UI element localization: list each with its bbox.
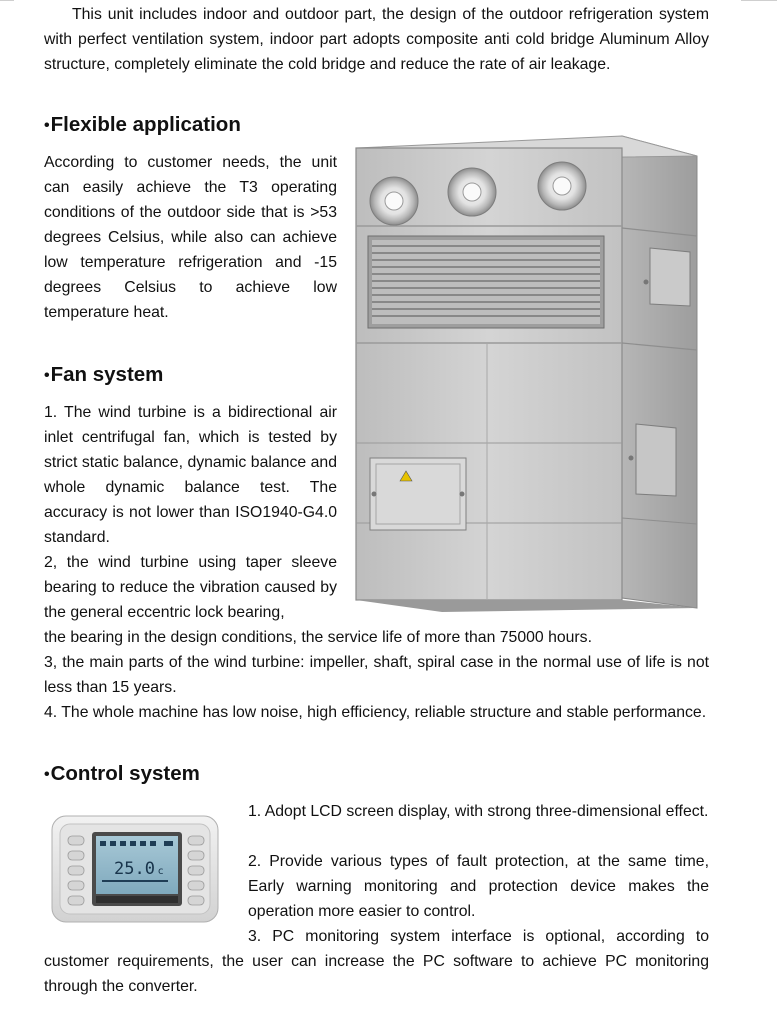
fan-item-2b: the bearing in the design conditions, the service life of more than 75000 hours. xyxy=(44,629,592,646)
flexible-paragraph: According to customer needs, the unit can easily achieve the T3 operating conditions of the outdoor side that is >53 degrees Celsius, while also can achieve low temperature refrigeration and -15 degrees Celsius to achieve low temperature heat. xyxy=(44,154,337,321)
control-heading xyxy=(44,761,200,788)
intro-paragraph: This unit includes indoor and outdoor part, the design of the outdoor refrigeration system with perfect ventilation system, indoor part adopts composite anti cold bridge Aluminum Alloy structure, completely eliminate the cold bridge and reduce the rate of air leakage. xyxy=(44,6,709,73)
flexible-title: Flexible application xyxy=(50,113,241,136)
fan-heading xyxy=(44,362,163,389)
fan-outlet-3 xyxy=(538,162,586,210)
access-panel-side-lower xyxy=(636,424,676,496)
air-conditioner-unit-image xyxy=(352,128,702,612)
fan-outlet-1 xyxy=(370,177,418,225)
bullet: • xyxy=(44,117,50,134)
control-item-1: 1. Adopt LCD screen display, with strong three-dimensional effect. xyxy=(248,803,709,820)
top-rule-right xyxy=(741,0,777,1)
fan-title: Fan system xyxy=(50,363,164,386)
lcd-temperature: 25.0 xyxy=(114,859,155,879)
bullet: • xyxy=(44,367,50,384)
lcd-controller-image xyxy=(38,808,230,928)
access-panel-side-upper xyxy=(650,248,690,306)
louver-grille xyxy=(368,236,604,328)
fan-item-2a: 2, the wind turbine using taper sleeve bearing to reduce the vibration caused by the general eccentric lock bearing, xyxy=(44,554,337,621)
control-item-3a: 3. PC monitoring system interface is optional, according to xyxy=(248,928,709,945)
control-title: Control system xyxy=(50,762,200,785)
lcd-unit: c xyxy=(158,866,164,877)
flexible-heading xyxy=(44,112,241,139)
bullet: • xyxy=(44,766,50,783)
fan-item-4: 4. The whole machine has low noise, high efficiency, reliable structure and stable performance. xyxy=(44,704,707,721)
fan-item-3: 3, the main parts of the wind turbine: impeller, shaft, spiral case in the normal use of life is not less than 15 years. xyxy=(44,654,709,696)
access-panel-front xyxy=(370,458,466,530)
control-item-2: 2. Provide various types of fault protection, at the same time, Early warning monitoring and protection device makes the operation more easier to control. xyxy=(248,853,709,920)
control-item-3b: customer requirements, the user can increase the PC software to achieve PC monitoring through the converter. xyxy=(44,953,709,995)
top-rule-left xyxy=(0,0,14,1)
fan-outlet-2 xyxy=(448,168,496,216)
fan-item-1: 1. The wind turbine is a bidirectional air inlet centrifugal fan, which is tested by strict static balance, dynamic balance and whole dynamic balance test. The accuracy is not lower than ISO1940-G4.0 standard. xyxy=(44,404,337,546)
